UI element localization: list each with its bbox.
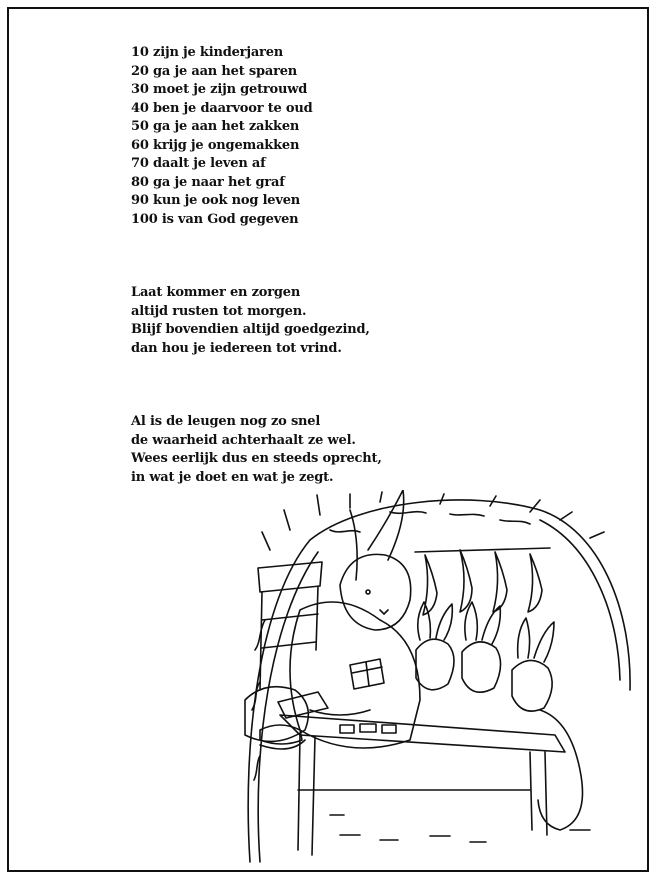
ground-hatching <box>330 815 590 842</box>
table <box>280 715 565 855</box>
poem-line: 50 ga je aan het zakken <box>131 119 300 134</box>
poem-line: 70 daalt je leven af <box>131 156 266 171</box>
poem-stanza-truth <box>131 413 382 487</box>
rabbit-family-at-table-illustration <box>240 490 640 868</box>
poem-line: dan hou je iedereen tot vrind. <box>131 340 342 356</box>
poem-line: 30 moet je zijn getrouwd <box>131 82 308 97</box>
poem-line: de waarheid achterhaalt ze wel. <box>131 432 356 448</box>
poem-line: 40 ben je daarvoor te oud <box>131 100 313 116</box>
little-rabbits <box>416 602 583 830</box>
poem-line: in wat je doet en wat je zegt. <box>131 469 334 485</box>
poem-line: Al is de leugen nog zo snel <box>131 414 321 429</box>
burrow-arch-lines <box>248 492 630 862</box>
poem-line: 100 is van God gegeven <box>131 211 299 227</box>
poem-stanza-ages <box>131 44 313 229</box>
poem-line: Blijf bovendien altijd goedgezind, <box>131 322 370 337</box>
mother-rabbit <box>290 490 420 748</box>
poem-line: Wees eerlijk dus en steeds oprecht, <box>131 451 382 466</box>
poem-line: 60 krijg je ongemakken <box>131 137 300 153</box>
poem-line: altijd rusten tot morgen. <box>131 303 307 319</box>
poem-line: 90 kun je ook nog leven <box>131 193 301 208</box>
poem-line: 80 ga je naar het graf <box>131 174 285 190</box>
poem-line: Laat kommer en zorgen <box>131 285 301 300</box>
hanging-onions <box>415 548 550 615</box>
poem-line: 20 ga je aan het sparen <box>131 63 298 79</box>
poem-line: 10 zijn je kinderjaren <box>131 45 284 60</box>
poem-stanza-worries <box>131 284 370 358</box>
